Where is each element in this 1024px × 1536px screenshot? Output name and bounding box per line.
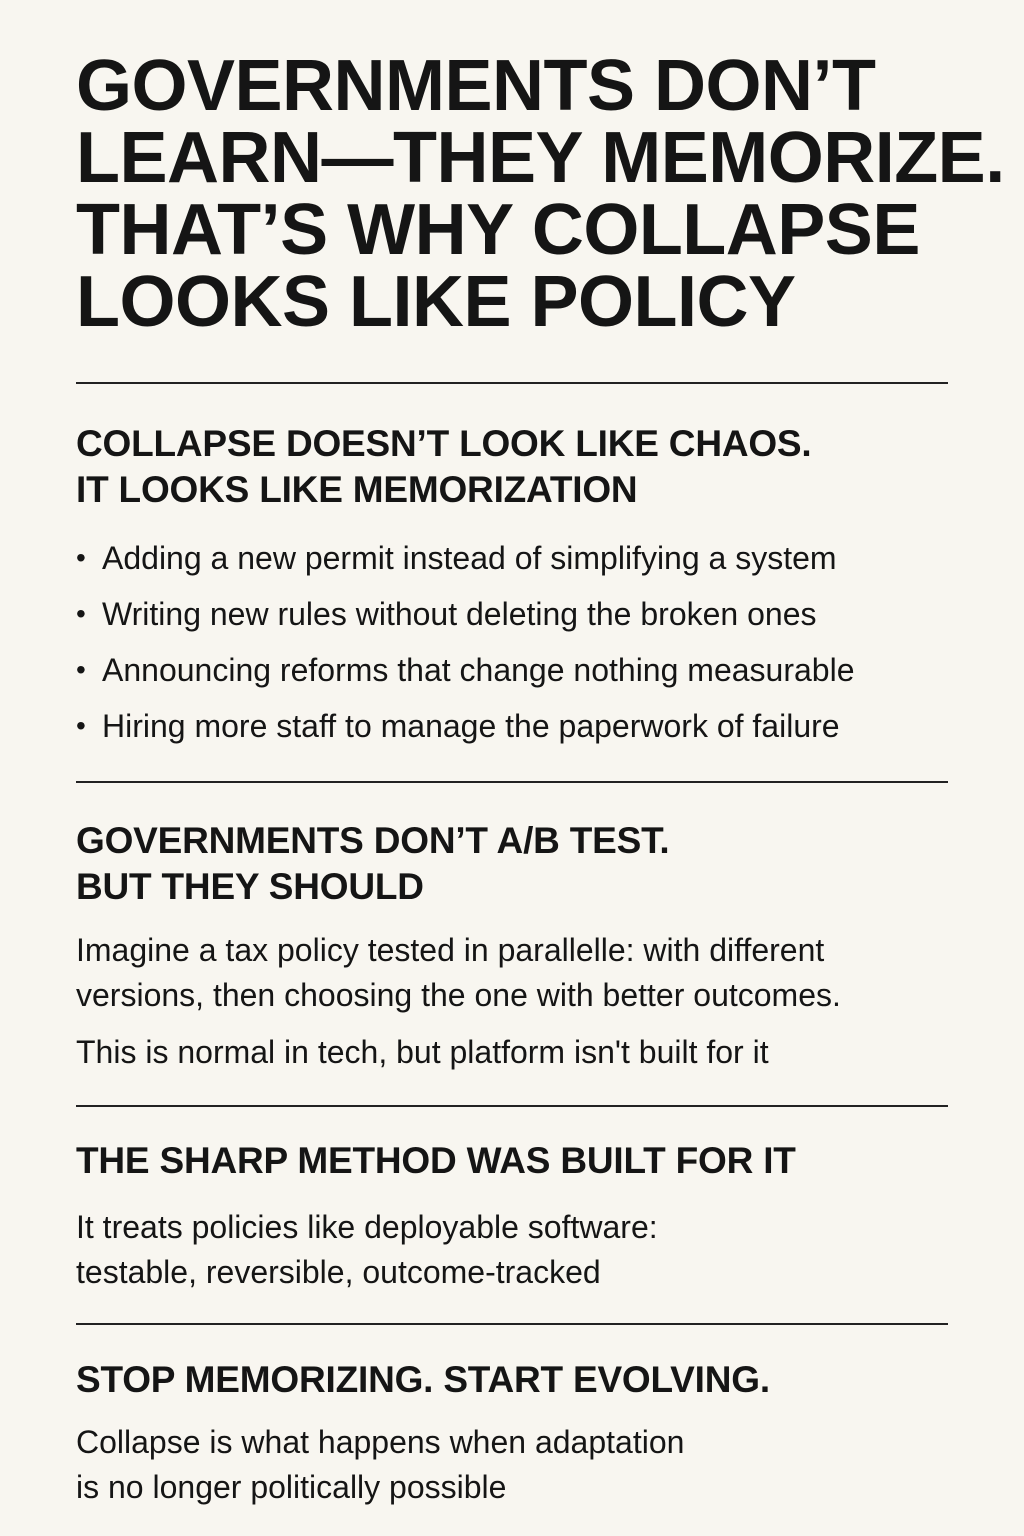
headline-line: LOOKS LIKE POLICY [76, 262, 796, 342]
section-heading-collapse [76, 421, 956, 513]
paragraph-line: Collapse is what happens when adaptation [76, 1424, 685, 1460]
headline-line: THAT’S WHY COLLAPSE [76, 190, 920, 270]
headline-line: GOVERNMENTS DON’T [76, 46, 876, 126]
section-heading-ab-test [76, 818, 956, 910]
heading-line: COLLAPSE DOESN’T LOOK LIKE CHAOS. [76, 423, 812, 464]
list-item: • Hiring more staff to manage the paperwork of failure [76, 698, 956, 754]
headline-line: LEARN—THEY MEMORIZE. [76, 118, 1005, 198]
paragraph-line: testable, reversible, outcome-tracked [76, 1254, 601, 1290]
paragraph-line: is no longer politically possible [76, 1469, 507, 1505]
sharp-method-paragraph [76, 1205, 956, 1295]
section-divider [76, 781, 948, 783]
section-divider [76, 1323, 948, 1325]
heading-line: STOP MEMORIZING. START EVOLVING. [76, 1359, 770, 1400]
paragraph-line: versions, then choosing the one with better outcomes. [76, 977, 841, 1013]
heading-line: IT LOOKS LIKE MEMORIZATION [76, 469, 638, 510]
closing-paragraph [76, 1420, 956, 1510]
list-item: • Announcing reforms that change nothing measurable [76, 642, 956, 698]
section-divider [76, 382, 948, 384]
paragraph-line: This is normal in tech, but platform isn't built for it [76, 1034, 769, 1070]
section-heading-sharp-method [76, 1138, 956, 1184]
collapse-examples-list [76, 530, 956, 754]
paragraph-line: It treats policies like deployable software: [76, 1209, 658, 1245]
list-item: • Writing new rules without deleting the broken ones [76, 586, 956, 642]
list-item: • Adding a new permit instead of simplifying a system [76, 530, 956, 586]
tech-note-paragraph [76, 1030, 956, 1075]
heading-line: THE SHARP METHOD WAS BUILT FOR IT [76, 1140, 796, 1181]
section-heading-stop-memorizing [76, 1357, 956, 1403]
main-headline [76, 46, 1005, 342]
heading-line: BUT THEY SHOULD [76, 866, 424, 907]
ab-test-paragraph [76, 928, 956, 1018]
paragraph-line: Imagine a tax policy tested in parallelle: with different [76, 932, 825, 968]
section-divider [76, 1105, 948, 1107]
heading-line: GOVERNMENTS DON’T A/B TEST. [76, 820, 670, 861]
